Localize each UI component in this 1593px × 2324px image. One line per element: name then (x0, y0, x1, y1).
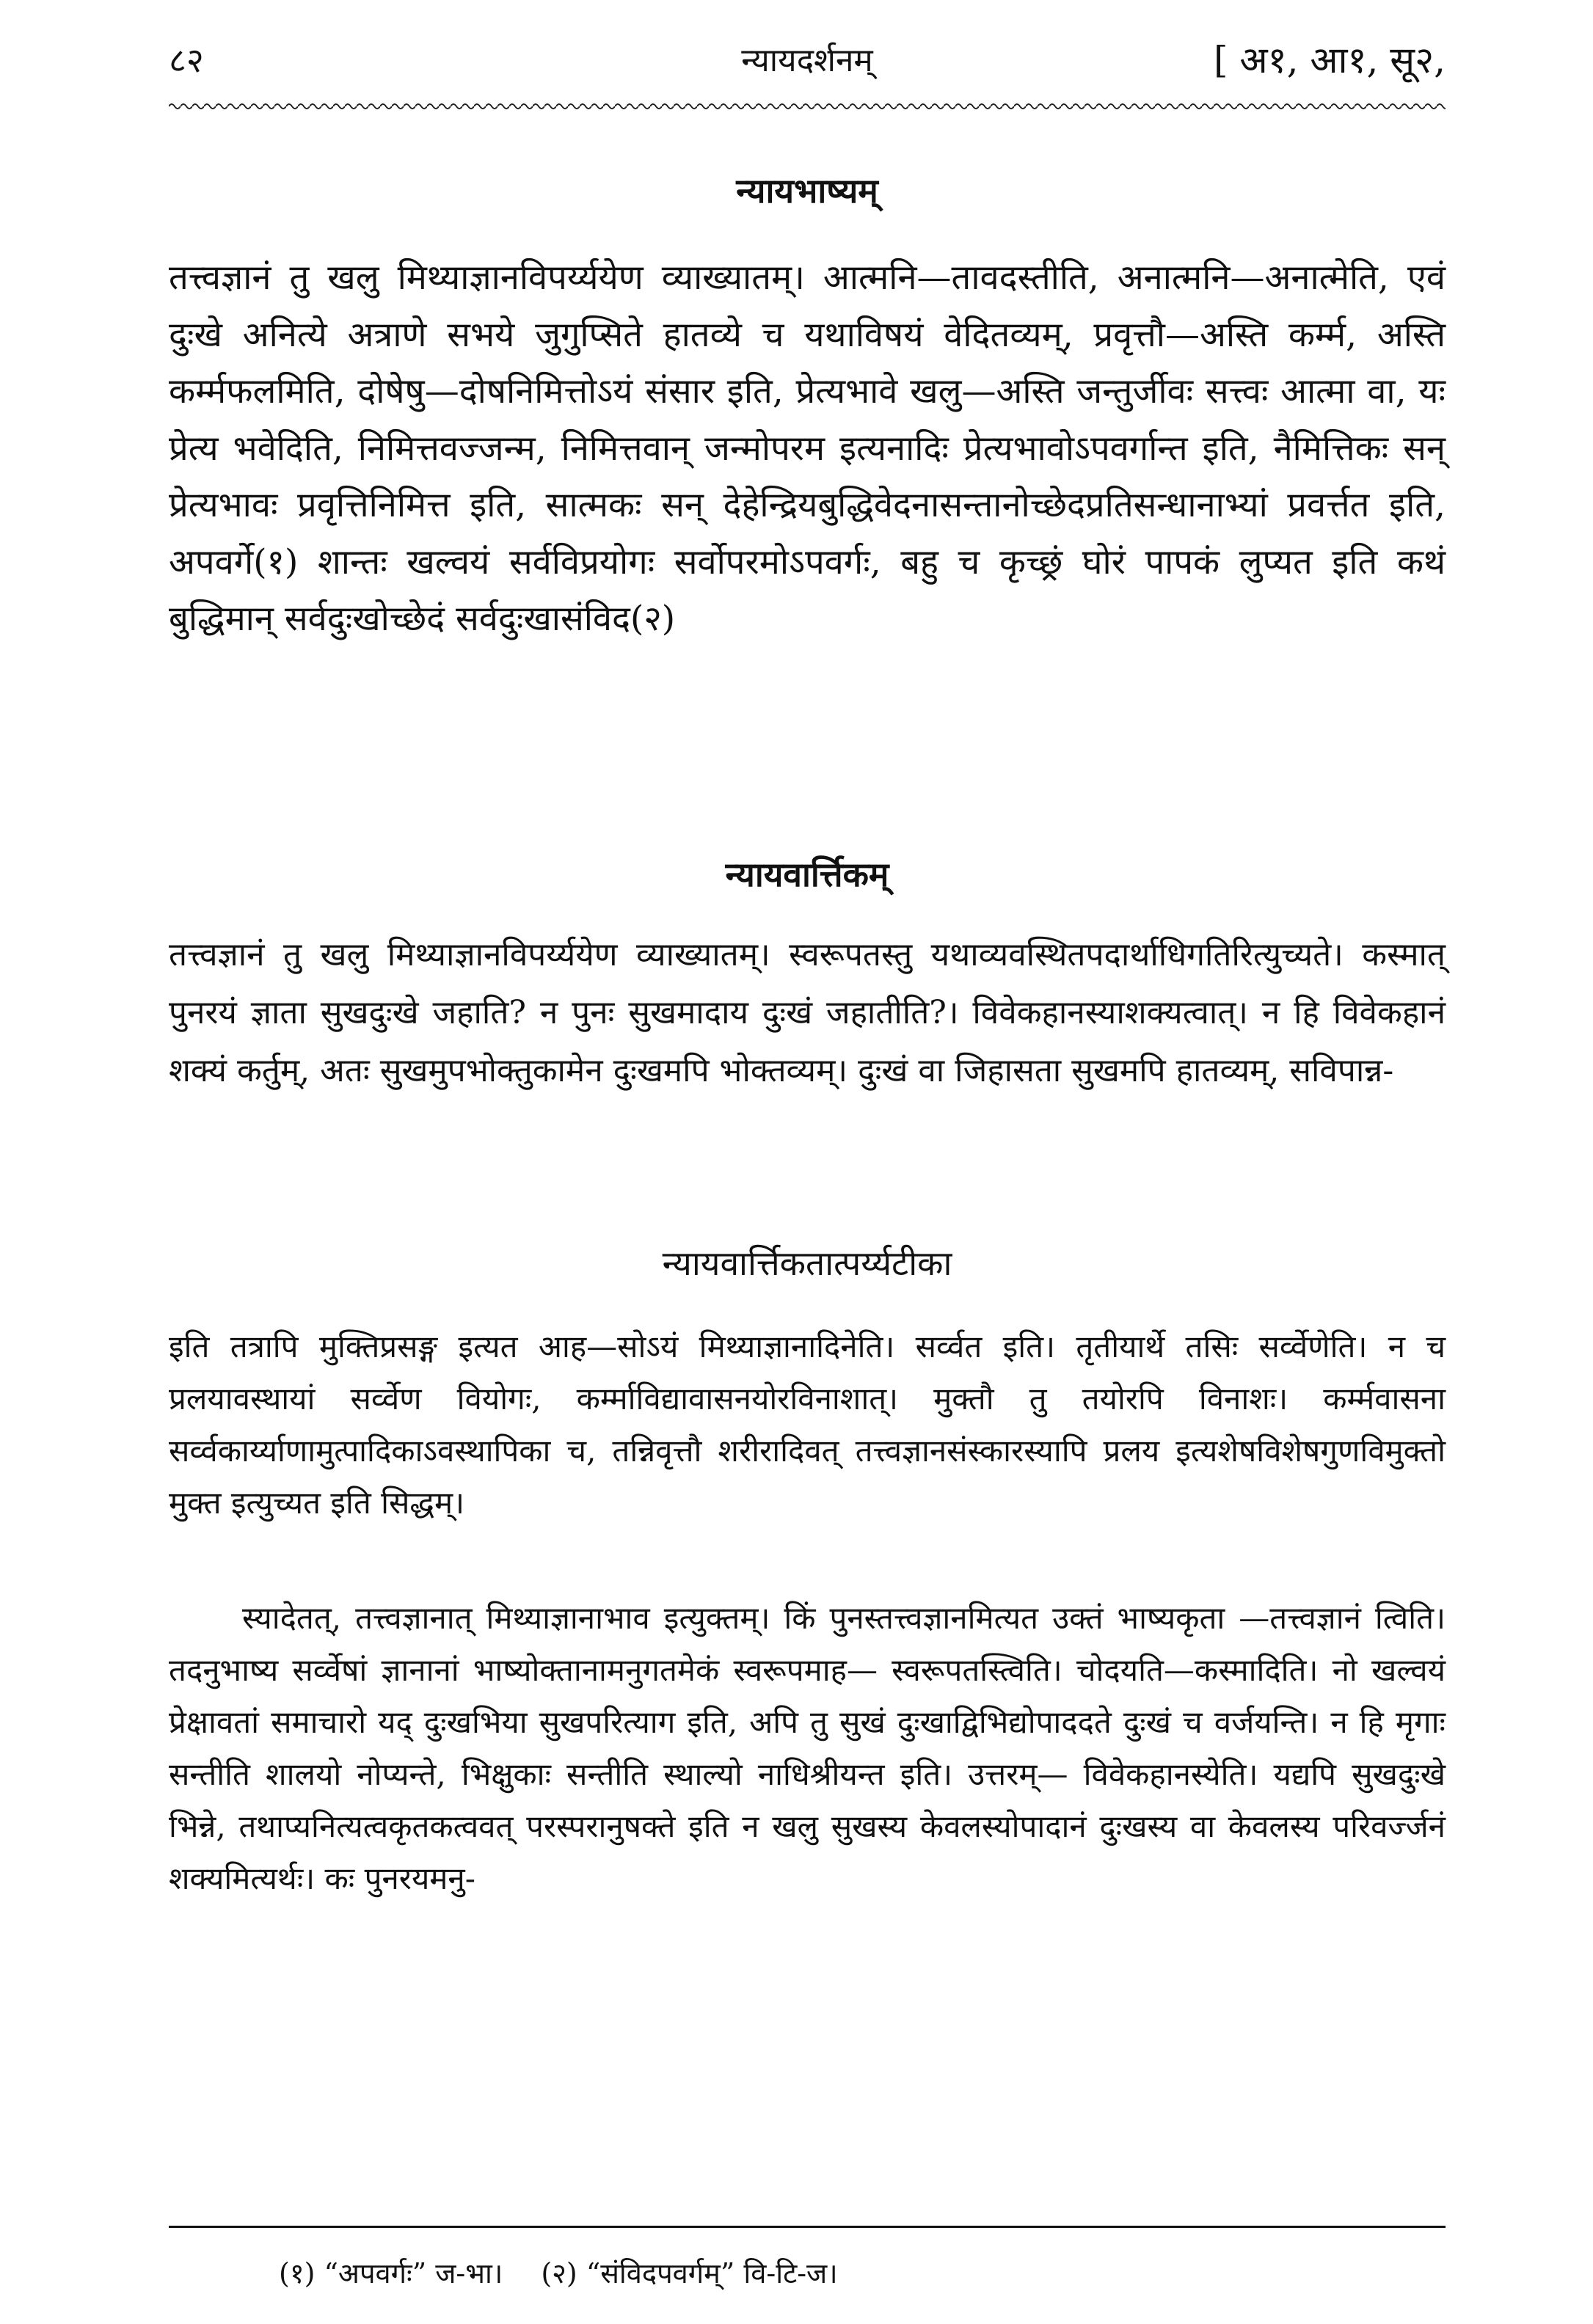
footnote-1: (१) “अपवर्गः” ज-भा। (279, 2257, 503, 2290)
tatparyatika-text-2: स्यादेतत्, तत्त्वज्ञानात् मिथ्याज्ञानाभाव इत्युक्तम्। किं पुनस्तत्त्वज्ञानमित्यत उक्तं भाष्यकृता —तत्त्वज्ञानं त्विति। तदनुभाष्य सर्व्वेषां ज्ञानानां भाष्योक्तानामनुगतमेकं स्वरूपमाह— स्वरूपतस्त्विति। चोदयति—कस्मादिति। नो खल्वयं प्रेक्षावतां समाचारो यद् दुःखभिया सुखपरित्याग इति, अपि तु सुखं दुःखाद्विभिद्योपाददते दुःखं च वर्जयन्ति। न हि मृगाः सन्तीति शालयो नोप्यन्ते, भिक्षुकाः सन्तीति स्थाल्यो नाधिश्रीयन्त इति। उत्तरम्— विवेकहानस्येति। यद्यपि सुखदुःखे भिन्ने, तथाप्यनित्यत्वकृतकत्ववत् परस्परानुषक्ते इति न खलु सुखस्य केवलस्योपादानं दुःखस्य वा केवलस्य परिवर्ज्जनं शक्यमित्यर्थः। कः पुनरयमनु- (169, 1600, 1446, 1896)
header-wavy-rule (169, 101, 1446, 112)
tatparyatika-text-1: इति तत्रापि मुक्तिप्रसङ्ग इत्यत आह—सोऽयं मिथ्याज्ञानादिनेति। सर्व्वत इति। तृतीयार्थे तसिः सर्व्वेणेति। न च प्रलयावस्थायां सर्व्वेण वियोगः, कर्म्माविद्यावासनयोरविनाशात्। मुक्तौ तु तयोरपि विनाशः। कर्म्मवासना सर्व्वकार्य्याणामुत्पादिकाऽवस्थापिका च, तन्निवृत्तौ शरीरादिवत् तत्त्वज्ञानसंस्कारस्यापि प्रलय इत्यशेषविशेषगुणविमुक्तो मुक्त इत्युच्यत इति सिद्धम्। (169, 1329, 1446, 1521)
page-number: ८२ (169, 40, 204, 80)
running-title: न्यायदर्शनम् (741, 42, 873, 79)
footnote-rule (169, 2226, 1446, 2228)
section-reference: [ अ१, आ१, सू२, (1214, 39, 1446, 81)
section-title-nyayavarttika: न्यायवार्त्तिकम् (725, 855, 889, 894)
running-header (169, 26, 1446, 85)
section-title-tatparyatika: न्यायवार्त्तिकतात्पर्य्यटीका (662, 1243, 952, 1283)
nyayavarttika-text: तत्त्वज्ञानं तु खलु मिथ्याज्ञानविपर्य्ययेण व्याख्यातम्। स्वरूपतस्तु यथाव्यवस्थितपदार्थाधिगतिरित्युच्यते। कस्मात् पुनरयं ज्ञाता सुखदुःखे जहाति? न पुनः सुखमादाय दुःखं जहातीति?। विवेकहानस्याशक्यत्वात्। न हि विवेकहानं शक्यं कर्तुम्, अतः सुखमुपभोक्तुकामेन दुःखमपि भोक्तव्यम्। दुःखं वा जिहासता सुखमपि हातव्यम्, सविपान्न- (169, 936, 1446, 1089)
nyayabhashya-text: तत्त्वज्ञानं तु खलु मिथ्याज्ञानविपर्य्ययेण व्याख्यातम्। आत्मनि—तावदस्तीति, अनात्मनि—अनात्मेति, एवं दुःखे अनित्ये अत्राणे सभये जुगुप्सिते हातव्ये च यथाविषयं वेदितव्यम्, प्रवृत्तौ—अस्ति कर्म्म, अस्ति कर्म्मफलमिति, दोषेषु—दोषनिमित्तोऽयं संसार इति, प्रेत्यभावे खलु—अस्ति जन्तुर्जीवः सत्त्वः आत्मा वा, यः प्रेत्य भवेदिति, निमित्तवज्जन्म, निमित्तवान् जन्मोपरम इत्यनादिः प्रेत्यभावोऽपवर्गान्त इति, नैमित्तिकः सन् प्रेत्यभावः प्रवृत्तिनिमित्त इति, सात्मकः सन् देहेन्द्रियबुद्धिवेदनासन्तानोच्छेदप्रतिसन्धानाभ्यां प्रवर्त्तत इति, अपवर्गे(१) शान्तः खल्वयं सर्वविप्रयोगः सर्वोपरमोऽपवर्गः, बहु च कृच्छ्रं घोरं पापकं लुप्यत इति कथं बुद्धिमान् सर्वदुःखोच्छेदं सर्वदुःखासंविद(२) (169, 257, 1446, 639)
footnote-2: (२) “संविदपवर्गम्” वि-टि-ज। (541, 2257, 838, 2290)
footnotes (279, 2254, 867, 2292)
section-title-nyayabhashya: न्यायभाष्यम् (736, 171, 878, 211)
